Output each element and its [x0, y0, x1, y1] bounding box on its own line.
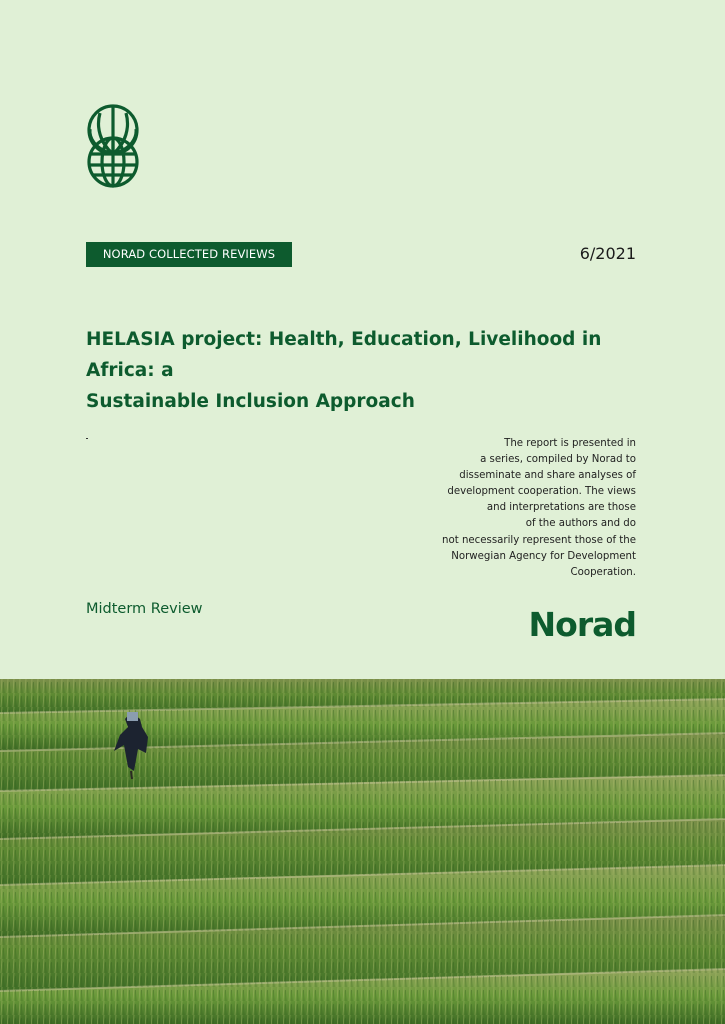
globe-leaf-icon: [86, 103, 140, 189]
disclaimer-line: development cooperation. The views: [447, 486, 636, 498]
cover-photo-rice-terraces: [0, 679, 725, 1024]
report-title-line-2: Sustainable Inclusion Approach: [86, 391, 415, 412]
disclaimer-line: of the authors and do: [525, 518, 636, 530]
report-title: [86, 324, 646, 417]
stray-dot: [86, 438, 88, 439]
norad-wordmark: Norad: [528, 605, 636, 644]
disclaimer-text: [416, 436, 636, 581]
disclaimer-line: Norwegian Agency for Development: [451, 550, 636, 562]
disclaimer-line: a series, compiled by Norad to: [480, 454, 636, 466]
disclaimer-line: and interpretations are those: [486, 502, 636, 514]
disclaimer-line: disseminate and share analyses of: [459, 470, 636, 482]
report-title-line-1: HELASIA project: Health, Education, Livelihood in Africa: a: [86, 329, 602, 381]
disclaimer-line: Cooperation.: [570, 566, 636, 578]
disclaimer-line: The report is presented in: [504, 438, 636, 449]
disclaimer-line: not necessarily represent those of the: [442, 534, 636, 546]
issue-number: 6/2021: [579, 244, 636, 263]
series-badge: NORAD COLLECTED REVIEWS: [86, 242, 292, 267]
document-type: Midterm Review: [86, 601, 203, 617]
